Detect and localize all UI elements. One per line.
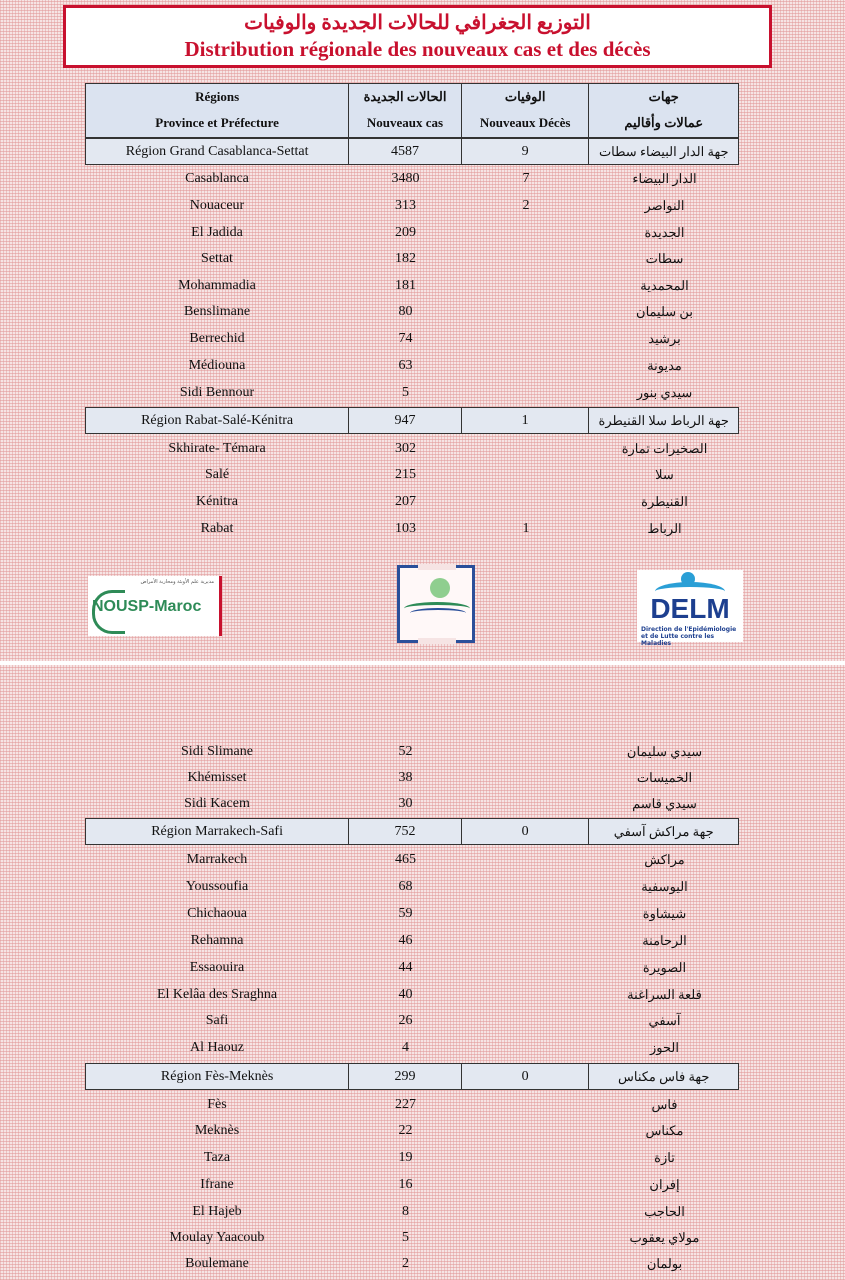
ministry-logo — [397, 565, 475, 643]
row-deaths — [462, 220, 590, 247]
row-cases: 752 — [349, 819, 462, 844]
header-cases-fr: Nouveaux cas — [366, 115, 444, 130]
header-regions-line2: Province et Préfecture — [155, 115, 279, 130]
row-name-ar: جهة الدار البيضاء سطات — [598, 144, 729, 159]
row-name-fr: Skhirate- Témara — [168, 441, 266, 456]
row-name-fr: Boulemane — [185, 1256, 249, 1271]
table-row — [85, 193, 739, 220]
row-name-ar: الصويرة — [642, 960, 687, 975]
row-name-ar: بن سليمان — [636, 304, 693, 319]
row-name-fr: Settat — [201, 251, 233, 266]
row-name-fr: El Hajeb — [192, 1204, 242, 1219]
table-row — [85, 273, 739, 300]
ministry-logo-gap-top — [418, 564, 456, 570]
title-french: Distribution régionale des nouveaux cas et des décès — [184, 37, 651, 61]
row-name-fr: Youssoufia — [185, 879, 249, 894]
row-cases: 52 — [398, 744, 413, 759]
row-deaths — [462, 982, 590, 1009]
row-name-fr: Berrechid — [189, 331, 245, 346]
table-row — [85, 462, 739, 489]
row-deaths — [462, 847, 590, 874]
row-cases: 8 — [402, 1204, 409, 1219]
table-row — [85, 326, 739, 353]
row-cases: 465 — [395, 852, 416, 867]
row-name-ar: جهة فاس مكناس — [618, 1069, 710, 1084]
row-name-ar: الحاجب — [644, 1204, 685, 1219]
row-name-fr: Salé — [204, 467, 230, 482]
table-row — [85, 847, 739, 874]
row-name-fr: Casablanca — [185, 171, 249, 186]
row-deaths — [462, 1092, 590, 1119]
row-name-ar: تازة — [654, 1150, 675, 1165]
row-name-fr: Sidi Kacem — [184, 796, 250, 811]
row-deaths: 2 — [522, 198, 530, 213]
table-row — [85, 516, 739, 543]
header-regions — [86, 84, 349, 137]
row-name-ar: جهة مراكش آسفي — [613, 824, 714, 839]
nousp-subtitle: مديرية علم الأوبئة ومحاربة الأمراض — [140, 579, 214, 585]
row-cases: 302 — [395, 441, 416, 456]
row-name-fr: Région Fès-Meknès — [86, 1064, 349, 1089]
row-name-fr: Région Marrakech-Safi — [86, 819, 349, 844]
header-regions-ar — [589, 84, 738, 137]
nousp-logo — [88, 576, 222, 636]
row-name-fr: Chichaoua — [187, 906, 247, 921]
row-cases: 215 — [395, 467, 416, 482]
row-name-ar: سيدي بنور — [636, 385, 693, 400]
ministry-logo-gap-bottom — [418, 638, 456, 644]
row-deaths — [462, 299, 590, 326]
row-name-ar: مكناس — [645, 1123, 684, 1138]
row-deaths — [462, 462, 590, 489]
row-name-ar: شيشاوة — [642, 906, 687, 921]
table-row — [85, 380, 739, 407]
row-cases: 4 — [402, 1040, 409, 1055]
row-cases: 16 — [398, 1177, 413, 1192]
row-name-ar: سلا — [655, 467, 674, 482]
row-name-fr: Région Grand Casablanca-Settat — [86, 139, 349, 164]
table-row — [85, 1092, 739, 1119]
page-divider — [0, 661, 845, 665]
row-cases: 207 — [395, 494, 416, 509]
row-name-fr: Nouaceur — [189, 198, 245, 213]
row-name-ar: المحمدية — [640, 278, 689, 293]
header-cases-ar: الحالات الجديدة — [363, 89, 447, 104]
row-name-ar: الجديدة — [644, 225, 685, 240]
header-regions-ar-line1: جهات — [648, 89, 679, 104]
row-deaths — [462, 955, 590, 982]
row-name-fr: Ifrane — [200, 1177, 234, 1192]
row-deaths — [462, 1035, 590, 1062]
table-row — [85, 166, 739, 193]
row-name-fr: Kénitra — [196, 494, 238, 509]
row-deaths: 1 — [462, 408, 590, 433]
page-title-box — [63, 5, 772, 68]
header-regions-ar-line2: عمالات وأقاليم — [624, 115, 704, 130]
row-cases: 46 — [398, 933, 413, 948]
row-cases: 68 — [398, 879, 413, 894]
row-name-ar: مراكش — [644, 852, 685, 867]
row-deaths — [462, 739, 590, 766]
row-cases: 22 — [398, 1123, 413, 1138]
row-deaths — [462, 436, 590, 463]
row-name-ar: الحوز — [650, 1040, 679, 1055]
row-name-ar: اليوسفية — [641, 879, 688, 894]
logos-strip — [0, 560, 845, 650]
row-name-fr: Rabat — [200, 521, 234, 536]
table-header — [85, 83, 739, 138]
row-deaths — [462, 246, 590, 273]
row-name-ar: بولمان — [646, 1256, 683, 1271]
table-row — [85, 246, 739, 273]
row-name-fr: Essaouira — [189, 960, 245, 975]
row-cases: 63 — [398, 358, 413, 373]
row-cases: 947 — [349, 408, 462, 433]
region-row — [85, 1063, 739, 1090]
row-cases: 181 — [395, 278, 416, 293]
table-row — [85, 901, 739, 928]
row-deaths — [462, 1118, 590, 1145]
row-deaths — [462, 353, 590, 380]
delm-logo — [637, 570, 743, 647]
row-deaths: 1 — [522, 521, 530, 536]
row-cases: 44 — [398, 960, 413, 975]
row-name-fr: El Kelâa des Sraghna — [156, 987, 278, 1002]
table-row — [85, 955, 739, 982]
row-name-fr: Fès — [207, 1097, 227, 1112]
table-row — [85, 739, 739, 766]
row-name-ar: برشيد — [648, 331, 681, 346]
row-cases: 30 — [398, 796, 413, 811]
row-cases: 313 — [395, 198, 416, 213]
row-name-fr: Khémisset — [187, 770, 247, 785]
row-cases: 103 — [395, 521, 416, 536]
row-deaths — [462, 1225, 590, 1252]
row-name-fr: Taza — [203, 1150, 231, 1165]
row-cases: 19 — [398, 1150, 413, 1165]
row-cases: 5 — [402, 1230, 409, 1245]
table-row — [85, 1172, 739, 1199]
row-name-fr: Meknès — [194, 1123, 240, 1138]
row-deaths: 0 — [462, 819, 590, 844]
table-row — [85, 928, 739, 955]
row-cases: 80 — [398, 304, 413, 319]
region-row — [85, 138, 739, 165]
row-name-fr: Benslimane — [183, 304, 251, 319]
row-name-fr: El Jadida — [191, 225, 243, 240]
table-row — [85, 791, 739, 818]
row-name-fr: Moulay Yaacoub — [169, 1230, 265, 1245]
table-row — [85, 1035, 739, 1062]
row-cases: 38 — [398, 770, 413, 785]
title-arabic: التوزيع الجغرافي للحالات الجديدة والوفيات — [244, 12, 591, 34]
ministry-wave2-icon — [410, 608, 466, 618]
row-name-fr: Marrakech — [186, 852, 248, 867]
row-cases: 5 — [402, 385, 409, 400]
ministry-sun-icon — [430, 578, 450, 598]
region-row — [85, 407, 739, 434]
table-row — [85, 982, 739, 1009]
row-deaths — [462, 380, 590, 407]
row-cases: 2 — [402, 1256, 409, 1271]
row-name-ar: الرحامنة — [642, 933, 687, 948]
row-name-ar: سيدي سليمان — [626, 744, 703, 759]
row-cases: 26 — [398, 1013, 413, 1028]
row-deaths — [462, 901, 590, 928]
row-name-ar: الدار البيضاء — [632, 171, 697, 186]
row-deaths — [462, 1199, 590, 1226]
header-deaths-ar: الوفيات — [504, 89, 546, 104]
row-name-ar: جهة الرباط سلا القنيطرة — [598, 413, 729, 428]
row-deaths: 9 — [462, 139, 590, 164]
row-name-ar: مولاي يعقوب — [629, 1230, 700, 1245]
table-row — [85, 220, 739, 247]
header-deaths — [462, 84, 590, 137]
row-name-ar: آسفي — [648, 1013, 681, 1028]
nousp-title: NOUSP-Maroc — [92, 598, 202, 615]
row-name-ar: مديونة — [647, 358, 682, 373]
row-deaths — [462, 1008, 590, 1035]
row-cases: 40 — [398, 987, 413, 1002]
row-name-fr: Rehamna — [190, 933, 244, 948]
row-deaths — [462, 326, 590, 353]
row-deaths — [462, 1145, 590, 1172]
row-deaths — [462, 1251, 590, 1278]
row-deaths — [462, 273, 590, 300]
row-name-fr: Mohammadia — [178, 278, 256, 293]
table-row — [85, 489, 739, 516]
row-name-ar: سيدي قاسم — [632, 796, 697, 811]
row-deaths — [462, 928, 590, 955]
row-deaths — [462, 489, 590, 516]
table-row — [85, 436, 739, 463]
table-row — [85, 1008, 739, 1035]
region-row — [85, 818, 739, 845]
row-cases: 3480 — [391, 171, 420, 186]
row-name-fr: Sidi Bennour — [179, 385, 255, 400]
row-cases: 74 — [398, 331, 413, 346]
row-deaths — [462, 874, 590, 901]
row-name-ar: القنيطرة — [641, 494, 688, 509]
row-name-fr: Safi — [205, 1013, 229, 1028]
header-deaths-fr: Nouveaux Décès — [479, 115, 571, 130]
row-deaths: 7 — [522, 171, 530, 186]
row-name-ar: فاس — [651, 1097, 678, 1112]
table-row — [85, 353, 739, 380]
row-name-ar: الصخيرات تمارة — [621, 441, 708, 456]
row-cases: 299 — [349, 1064, 462, 1089]
table-row — [85, 299, 739, 326]
row-name-ar: الخميسات — [636, 770, 693, 785]
table-row — [85, 765, 739, 792]
row-cases: 59 — [398, 906, 413, 921]
row-name-fr: Région Rabat-Salé-Kénitra — [86, 408, 349, 433]
row-name-fr: Al Haouz — [189, 1040, 245, 1055]
row-deaths — [462, 1172, 590, 1199]
row-cases: 182 — [395, 251, 416, 266]
row-name-ar: سطات — [645, 251, 684, 266]
header-regions-line1: Régions — [195, 89, 240, 104]
row-cases: 227 — [395, 1097, 416, 1112]
table-row — [85, 1225, 739, 1252]
row-cases: 209 — [395, 225, 416, 240]
row-name-ar: قلعة السراغنة — [627, 987, 702, 1002]
table-row — [85, 1199, 739, 1226]
header-cases — [349, 84, 462, 137]
delm-title: DELM — [650, 593, 730, 624]
table-row — [85, 1251, 739, 1278]
row-deaths — [462, 765, 590, 792]
row-name-ar: إفران — [649, 1177, 680, 1192]
row-deaths — [462, 791, 590, 818]
row-deaths: 0 — [462, 1064, 590, 1089]
row-cases: 4587 — [349, 139, 462, 164]
delm-subtitle: Direction de l'Epidémiologie et de Lutte contre les Maladies — [641, 626, 737, 647]
table-row — [85, 1145, 739, 1172]
row-name-fr: Sidi Slimane — [181, 744, 253, 759]
row-name-fr: Médiouna — [188, 358, 246, 373]
row-name-ar: الرباط — [647, 521, 682, 536]
table-row — [85, 874, 739, 901]
table-row — [85, 1118, 739, 1145]
row-name-ar: النواصر — [644, 198, 685, 213]
